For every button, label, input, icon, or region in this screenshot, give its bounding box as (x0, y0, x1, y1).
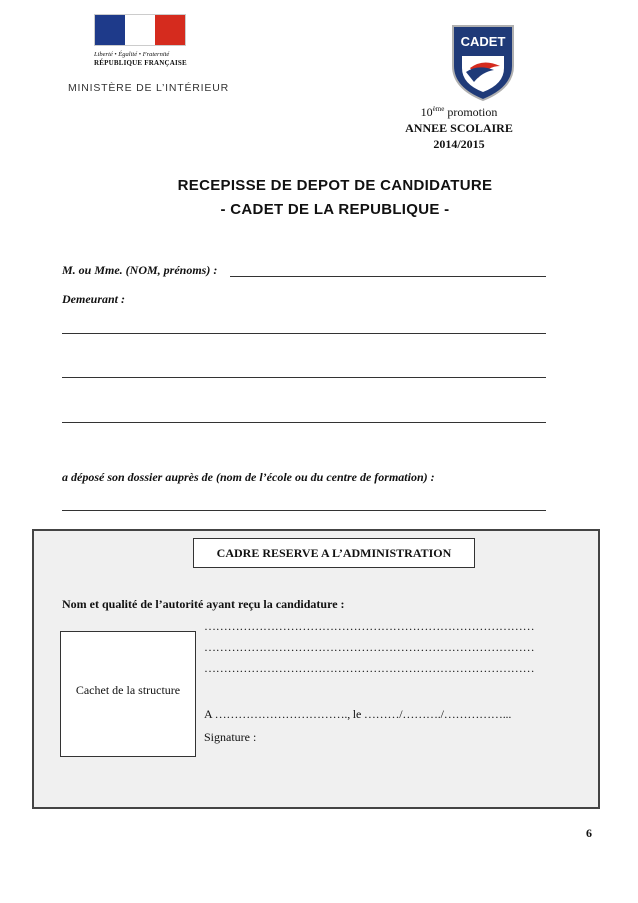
authority-dot-line: ………………………………………………………………………… (204, 619, 535, 633)
name-field-line[interactable] (230, 276, 546, 277)
authority-dot-line: ………………………………………………………………………… (204, 661, 535, 675)
page-number: 6 (586, 826, 592, 840)
french-flag-icon (94, 14, 186, 46)
authority-dot-line: ………………………………………………………………………… (204, 640, 535, 654)
promotion-block (395, 101, 523, 152)
admin-frame-title: CADRE RESERVE A L’ADMINISTRATION (193, 538, 475, 568)
school-label: a déposé son dossier auprès de (nom de l’école ou du centre de formation) : (62, 470, 435, 484)
document-subtitle: - CADET DE LA REPUBLIQUE - (220, 201, 450, 218)
name-label: M. ou Mme. (NOM, prénoms) : (62, 263, 218, 277)
promotion-line: 10ème promotion (420, 105, 498, 119)
signature-label: Signature : (204, 730, 257, 744)
address-label: Demeurant : (62, 292, 125, 306)
school-field-line[interactable] (62, 510, 546, 511)
republique-francaise-logo (94, 14, 186, 67)
school-year: 2014/2015 (433, 137, 485, 151)
address-field-line[interactable] (62, 377, 546, 378)
authority-label: Nom et qualité de l’autorité ayant reçu la candidature : (62, 597, 345, 611)
address-field-line[interactable] (62, 333, 546, 334)
place-date-line: A ……………………………., le ………/………./……………... (204, 707, 512, 721)
stamp-label: Cachet de la structure (75, 683, 181, 697)
ministry-name: MINISTÈRE DE L’INTÉRIEUR (68, 82, 229, 94)
cadet-badge-logo (448, 22, 518, 102)
school-year-label: ANNEE SCOLAIRE (405, 121, 513, 135)
republic-name: RÉPUBLIQUE FRANÇAISE (94, 59, 187, 67)
republic-motto: Liberté • Égalité • Fraternité (94, 51, 170, 58)
address-field-line[interactable] (62, 422, 546, 423)
document-title: RECEPISSE DE DEPOT DE CANDIDATURE (177, 177, 493, 194)
cadet-badge-text: CADET (460, 34, 506, 49)
